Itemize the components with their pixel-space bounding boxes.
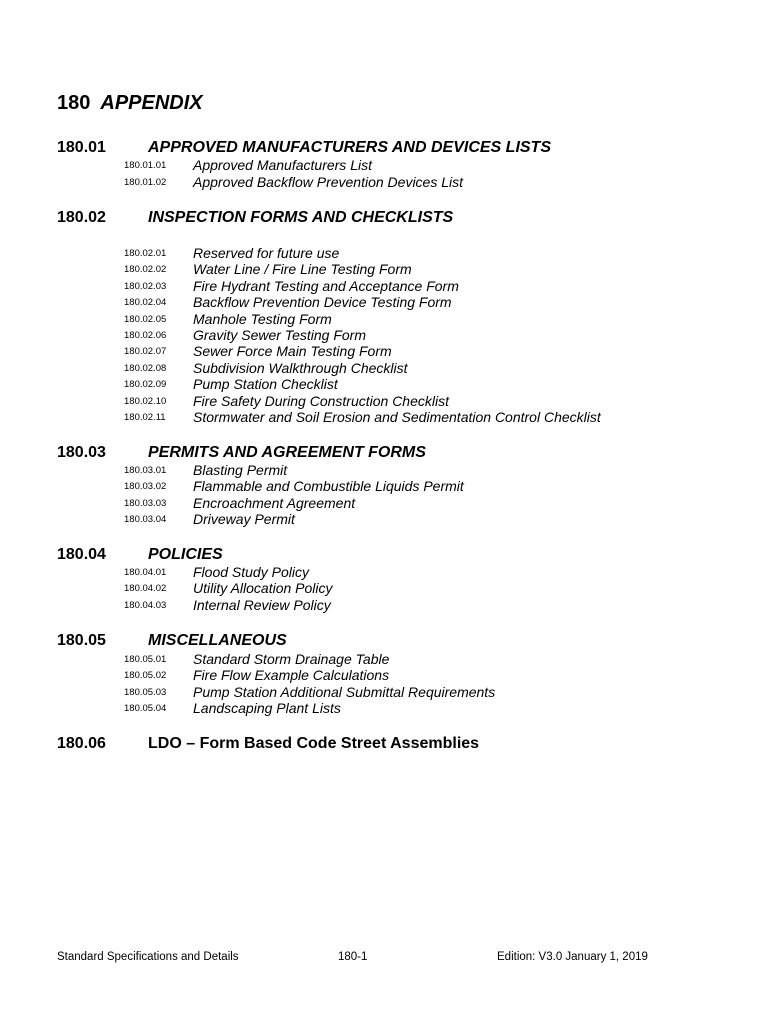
section-number: 180.06 — [57, 735, 106, 752]
item-number: 180.04.03 — [124, 599, 167, 611]
item-title: Fire Safety During Construction Checklist — [193, 392, 449, 409]
section-title: PERMITS AND AGREEMENT FORMS — [148, 444, 426, 461]
item-number: 180.02.01 — [124, 248, 167, 259]
list-item — [0, 462, 770, 478]
item-title: Landscaping Plant Lists — [193, 700, 341, 717]
list-item — [0, 278, 770, 294]
list-item — [0, 651, 770, 667]
list-item — [0, 311, 770, 327]
item-number: 180.05.04 — [124, 703, 167, 715]
list-item — [0, 174, 770, 190]
list-item — [0, 580, 770, 596]
item-title: Pump Station Additional Submittal Requirements — [193, 683, 496, 700]
item-title: Subdivision Walkthrough Checklist — [193, 359, 408, 376]
list-item — [0, 564, 770, 580]
item-number: 180.04.02 — [124, 583, 167, 595]
list-item — [0, 327, 770, 343]
list-item — [0, 393, 770, 409]
item-title: Approved Backflow Prevention Devices List — [193, 173, 464, 190]
appendix-number: 180 — [57, 92, 91, 114]
section-title: APPROVED MANUFACTURERS AND DEVICES LISTS — [148, 139, 551, 156]
item-title: Approved Manufacturers List — [193, 157, 372, 173]
item-number: 180.01.01 — [124, 160, 167, 171]
item-title: Blasting Permit — [193, 462, 288, 478]
item-number: 180.02.09 — [124, 379, 167, 391]
item-number: 180.02.10 — [124, 395, 167, 407]
item-title: Pump Station Checklist — [193, 376, 338, 393]
list-item — [0, 261, 770, 277]
item-title: Driveway Permit — [193, 511, 295, 528]
item-number: 180.05.03 — [124, 686, 167, 698]
item-number: 180.02.02 — [124, 264, 167, 276]
section-title: INSPECTION FORMS AND CHECKLISTS — [148, 209, 454, 226]
list-item — [0, 343, 770, 359]
item-number: 180.03.01 — [124, 465, 167, 476]
item-number: 180.02.05 — [124, 313, 167, 325]
list-item — [0, 700, 770, 716]
item-title: Utility Allocation Policy — [193, 580, 333, 597]
item-number: 180.02.03 — [124, 280, 167, 292]
item-title: Internal Review Policy — [193, 596, 331, 613]
item-title: Fire Hydrant Testing and Acceptance Form — [193, 277, 459, 294]
item-title: Encroachment Agreement — [193, 494, 356, 511]
item-number: 180.04.01 — [124, 567, 167, 578]
item-title: Reserved for future use — [193, 245, 340, 261]
list-item — [0, 597, 770, 613]
item-number: 180.03.02 — [124, 481, 167, 493]
section-title: MISCELLANEOUS — [148, 632, 287, 649]
item-title: Water Line / Fire Line Testing Form — [193, 261, 412, 278]
item-number: 180.01.02 — [124, 176, 167, 188]
list-item — [0, 511, 770, 527]
footer-edition: Edition: V3.0 January 1, 2019 — [497, 951, 648, 963]
footer-document-title: Standard Specifications and Details — [57, 951, 239, 963]
section-number: 180.05 — [57, 632, 106, 649]
list-item — [0, 409, 770, 425]
appendix-title: APPENDIX — [100, 92, 203, 114]
list-item — [0, 360, 770, 376]
item-number: 180.05.01 — [124, 654, 167, 665]
list-item — [0, 294, 770, 310]
section-number: 180.04 — [57, 546, 106, 563]
list-item — [0, 684, 770, 700]
item-title: Standard Storm Drainage Table — [193, 651, 390, 667]
item-number: 180.02.04 — [124, 297, 167, 309]
section-title: POLICIES — [148, 546, 223, 563]
list-item — [0, 376, 770, 392]
list-item — [0, 157, 770, 173]
section-number: 180.02 — [57, 209, 106, 226]
item-number: 180.02.06 — [124, 330, 167, 341]
item-title: Gravity Sewer Testing Form — [193, 327, 366, 343]
item-number: 180.02.11 — [124, 412, 166, 423]
list-item — [0, 667, 770, 683]
page-title — [57, 92, 203, 115]
item-number: 180.02.07 — [124, 346, 167, 358]
item-number: 180.03.04 — [124, 514, 167, 526]
item-number: 180.02.08 — [124, 362, 167, 374]
item-title: Sewer Force Main Testing Form — [193, 343, 392, 360]
section-title: LDO – Form Based Code Street Assemblies — [148, 735, 480, 752]
item-number: 180.03.03 — [124, 497, 167, 509]
footer-page-number: 180-1 — [338, 951, 368, 963]
section-number: 180.03 — [57, 444, 106, 461]
item-title: Fire Flow Example Calculations — [193, 667, 390, 684]
item-title: Manhole Testing Form — [193, 310, 332, 327]
item-number: 180.05.02 — [124, 670, 167, 682]
section-number: 180.01 — [57, 139, 106, 156]
item-title: Stormwater and Soil Erosion and Sedimentation Control Checklist — [193, 409, 601, 425]
list-item — [0, 478, 770, 494]
item-title: Flammable and Combustible Liquids Permit — [193, 478, 464, 495]
list-item — [0, 245, 770, 261]
item-title: Backflow Prevention Device Testing Form — [193, 294, 452, 311]
item-title: Flood Study Policy — [193, 564, 309, 580]
list-item — [0, 495, 770, 511]
